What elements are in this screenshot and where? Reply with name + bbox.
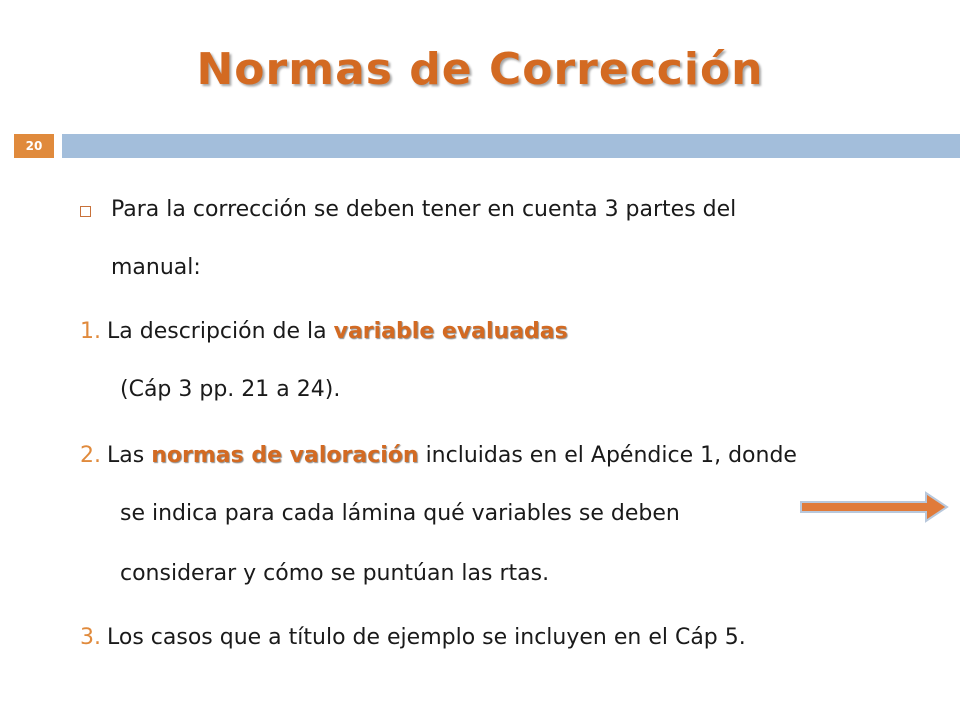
intro-line-1: Para la corrección se deben tener en cuenta 3 partes del <box>111 197 737 222</box>
list-item-3-text: Los casos que a título de ejemplo se incluyen en el Cáp 5. <box>107 625 746 650</box>
list-item-2-text-pre: Las <box>107 443 152 468</box>
right-arrow-icon <box>798 491 950 523</box>
square-bullet-icon <box>80 206 91 217</box>
list-item-1-emphasis: variable evaluadas <box>333 319 568 344</box>
list-number-3: 3. <box>80 625 101 650</box>
intro-line-2: manual: <box>111 255 201 280</box>
list-item-1-text: La descripción de la <box>107 319 334 344</box>
list-item-2-text-post: incluidas en el Apéndice 1, donde <box>418 443 797 468</box>
list-item-1-line-2: (Cáp 3 pp. 21 a 24). <box>120 377 341 402</box>
list-item-1 <box>80 318 568 346</box>
list-item-3 <box>80 624 746 652</box>
list-number-1: 1. <box>80 319 101 344</box>
header-bar <box>62 134 960 158</box>
list-item-2-line-3: considerar y cómo se puntúan las rtas. <box>120 561 550 586</box>
list-item-2-emphasis: normas de valoración <box>151 443 419 468</box>
list-item-2-line-2: se indica para cada lámina qué variables se deben <box>120 501 680 526</box>
slide-title: Normas de Corrección <box>196 44 764 95</box>
slide-number-badge: 20 <box>14 134 54 158</box>
list-item-2 <box>80 442 797 470</box>
list-number-2: 2. <box>80 443 101 468</box>
right-arrow-shape <box>801 493 947 521</box>
